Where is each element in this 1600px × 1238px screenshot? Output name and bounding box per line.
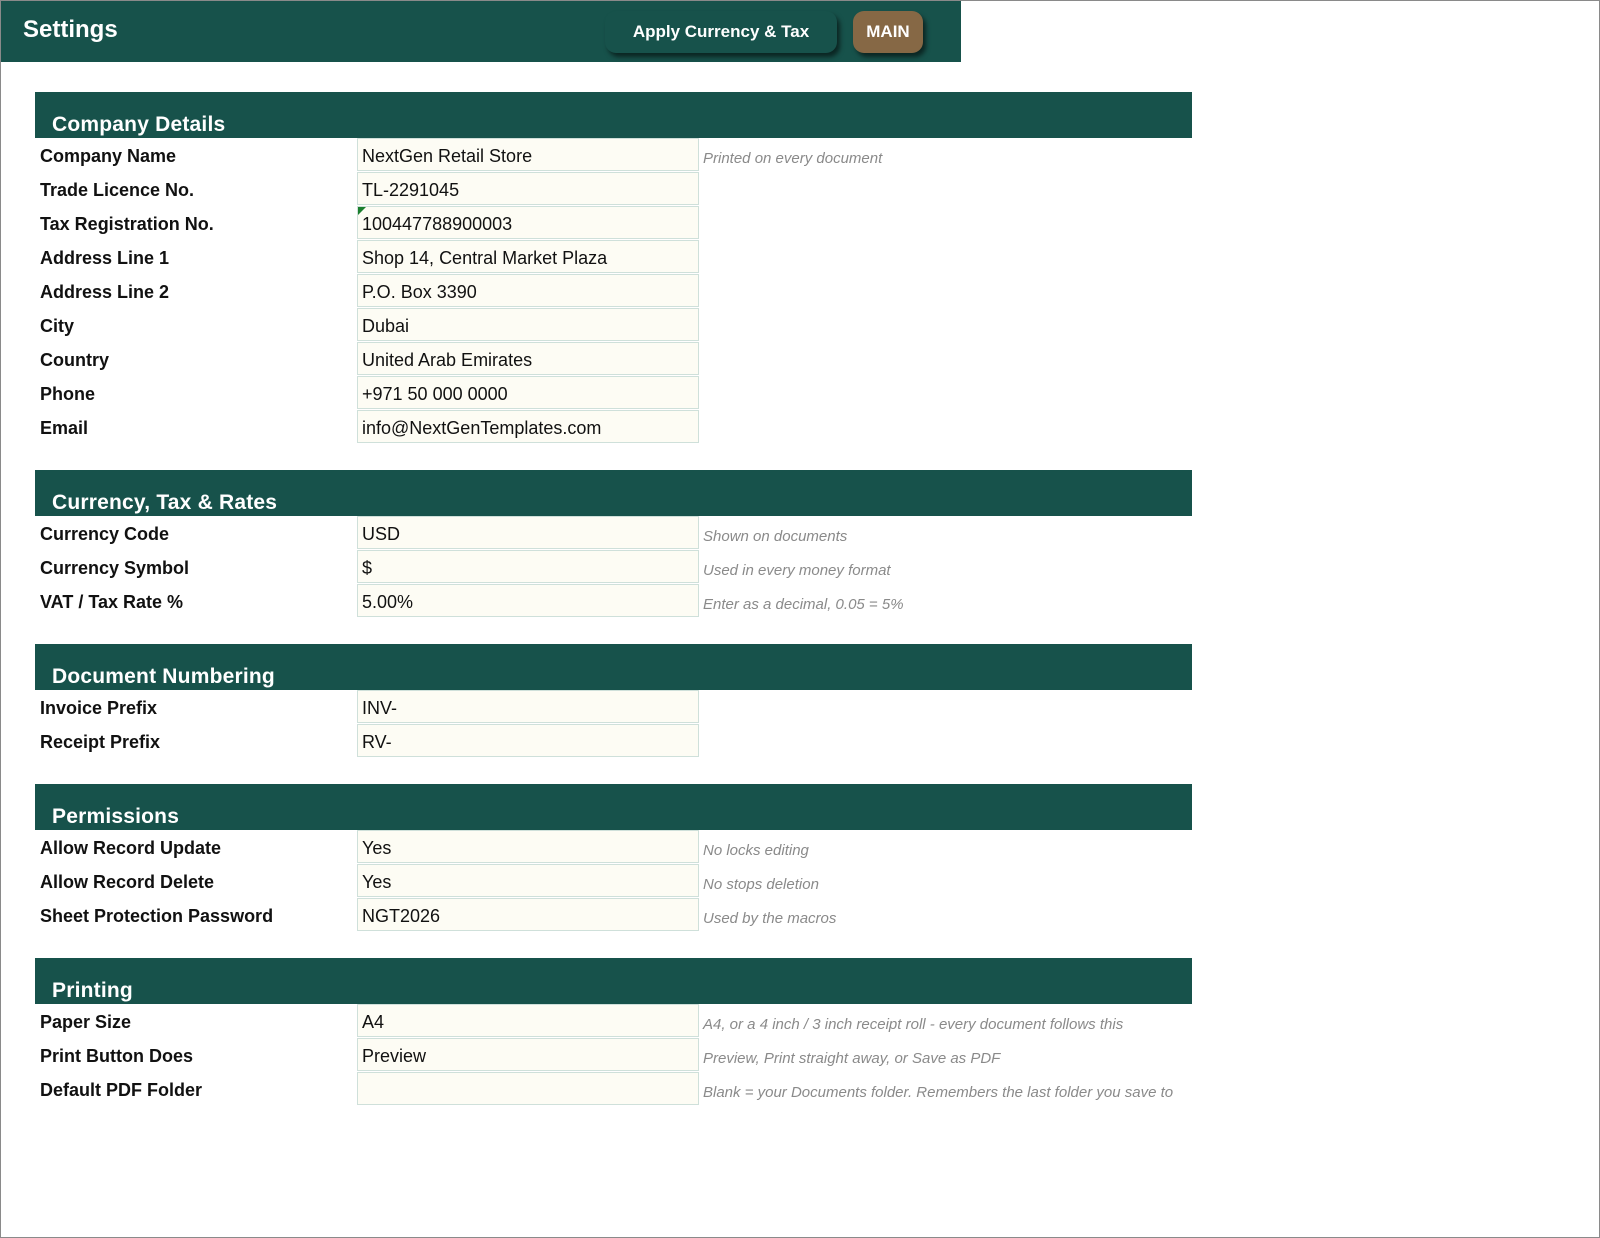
default-pdf-folder-field[interactable] (357, 1072, 699, 1105)
row-currency-symbol (35, 550, 1192, 584)
city-field[interactable]: Dubai (357, 308, 699, 341)
field-note: Printed on every document (703, 150, 883, 167)
row-email (35, 410, 1192, 444)
field-label: Allow Record Delete (40, 872, 215, 892)
field-label: Address Line 1 (40, 248, 170, 268)
field-note: A4, or a 4 inch / 3 inch receipt roll - every document follows this (703, 1016, 1124, 1033)
address-line-1-field[interactable]: Shop 14, Central Market Plaza (357, 240, 699, 273)
field-note: Used in every money format (703, 562, 891, 579)
row-tax-registration (35, 206, 1192, 240)
section-document-numbering (35, 644, 1192, 690)
section-printing (35, 958, 1192, 1004)
email-field[interactable]: info@NextGenTemplates.com (357, 410, 699, 443)
section-title: Company Details (52, 113, 226, 136)
field-note: No stops deletion (703, 876, 819, 893)
allow-record-delete-field[interactable]: Yes (357, 864, 699, 897)
field-label: Email (40, 418, 89, 438)
field-label: Allow Record Update (40, 838, 222, 858)
print-button-does-field[interactable]: Preview (357, 1038, 699, 1071)
row-print-button-does (35, 1038, 1192, 1072)
row-sheet-protection-password (35, 898, 1192, 932)
row-default-pdf-folder (35, 1072, 1192, 1106)
field-note: Enter as a decimal, 0.05 = 5% (703, 596, 904, 613)
allow-record-update-field[interactable]: Yes (357, 830, 699, 863)
section-title: Printing (52, 979, 133, 1002)
currency-code-field[interactable]: USD (357, 516, 699, 549)
section-title: Permissions (52, 805, 180, 828)
currency-symbol-field[interactable]: $ (357, 550, 699, 583)
company-name-field[interactable]: NextGen Retail Store (357, 138, 699, 171)
row-address-line-1 (35, 240, 1192, 274)
field-note: Preview, Print straight away, or Save as PDF (703, 1050, 1001, 1067)
field-label: Currency Code (40, 524, 170, 544)
section-title: Document Numbering (52, 665, 275, 688)
field-label: Invoice Prefix (40, 698, 158, 718)
field-label: Currency Symbol (40, 558, 190, 578)
field-label: Trade Licence No. (40, 180, 195, 200)
section-company-details (35, 92, 1192, 138)
row-receipt-prefix (35, 724, 1192, 758)
row-allow-record-delete (35, 864, 1192, 898)
sheet-protection-password-field[interactable]: NGT2026 (357, 898, 699, 931)
row-address-line-2 (35, 274, 1192, 308)
field-label: Paper Size (40, 1012, 132, 1032)
field-label: Print Button Does (40, 1046, 193, 1066)
address-line-2-field[interactable]: P.O. Box 3390 (357, 274, 699, 307)
field-label: Tax Registration No. (40, 214, 214, 234)
apply-currency-tax-button[interactable]: Apply Currency & Tax (605, 11, 837, 53)
field-label: City (40, 316, 75, 336)
row-invoice-prefix (35, 690, 1192, 724)
field-note: Used by the macros (703, 910, 837, 927)
field-note: No locks editing (703, 842, 809, 859)
field-label: Phone (40, 384, 96, 404)
field-label: Sheet Protection Password (40, 906, 274, 926)
field-label: Country (40, 350, 109, 370)
row-vat-rate (35, 584, 1192, 618)
row-currency-code (35, 516, 1192, 550)
section-permissions (35, 784, 1192, 830)
country-field[interactable]: United Arab Emirates (357, 342, 699, 375)
page-title: Settings (23, 16, 118, 43)
tax-registration-value: 100447788900003 (362, 214, 513, 234)
row-phone (35, 376, 1192, 410)
error-indicator-icon (358, 207, 366, 215)
field-label: Address Line 2 (40, 282, 170, 302)
receipt-prefix-field[interactable]: RV- (357, 724, 699, 757)
trade-licence-field[interactable]: TL-2291045 (357, 172, 699, 205)
field-note: Blank = your Documents folder. Remembers the last folder you save to (703, 1084, 1174, 1101)
field-label: Default PDF Folder (40, 1080, 203, 1100)
row-trade-licence (35, 172, 1192, 206)
field-note: Shown on documents (703, 528, 848, 545)
paper-size-field[interactable]: A4 (357, 1004, 699, 1037)
row-company-name (35, 138, 1192, 172)
row-paper-size (35, 1004, 1192, 1038)
row-city (35, 308, 1192, 342)
header-bar (1, 1, 961, 62)
phone-field[interactable]: +971 50 000 0000 (357, 376, 699, 409)
row-allow-record-update (35, 830, 1192, 864)
field-label: Receipt Prefix (40, 732, 161, 752)
main-button[interactable]: MAIN (853, 11, 923, 53)
field-label: Company Name (40, 146, 177, 166)
section-currency-tax (35, 470, 1192, 516)
tax-registration-field[interactable] (357, 206, 699, 239)
invoice-prefix-field[interactable]: INV- (357, 690, 699, 723)
vat-rate-field[interactable]: 5.00% (357, 584, 699, 617)
section-title: Currency, Tax & Rates (52, 491, 278, 514)
row-country (35, 342, 1192, 376)
field-label: VAT / Tax Rate % (40, 592, 184, 612)
